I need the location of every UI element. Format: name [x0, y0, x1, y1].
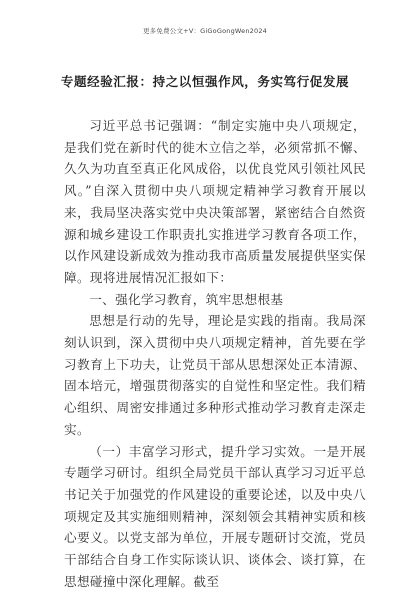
section-heading-1: 一、强化学习教育，筑牢思想根基	[89, 291, 284, 307]
paragraph-section-1-intro: 思想是行动的先导，理论是实践的指南。我局深刻认识到，深入贯彻中央八项规定精神，首先要在学习教育上下功夫，让党员干部从思想深处正本清源、固本培元，增强贯彻落实的自觉性和坚定性。我们精心组织、周密安排通过多种形式推动学习教育走深走实。	[64, 313, 366, 437]
header-note: 更多免费公文+V：GiGoGongWen2024	[142, 27, 267, 35]
document-title: 专题经验汇报：持之以恒强作风，务实笃行促发展	[60, 74, 350, 89]
paragraph-intro: 习近平总书记强调：“制定实施中央八项规定，是我们党在新时代的徙木立信之举，必须常抓不懈、久久为功直至真正化风成俗，以优良党风引领社风民风。”自深入贯彻中央八项规定精神学习教育开展以来，我局坚决落实党中央决策部署，紧密结合自然资源和城乡建设工作职责扎实推进学习教育各项工作，以作风建设新成效为推动我市高质量发展提供坚实保障。现将进展情况汇报如下：	[64, 118, 366, 285]
paragraph-subsection-1: （一）丰富学习形式，提升学习实效。一是开展专题学习研讨。组织全局党员干部认真学习习近平总书记关于加强党的作风建设的重要论述，以及中央八项规定及其实施细则精神，深刻领会其精神实质和核心要义。以党支部为单位，开展专题研讨交流，党员干部结合自身工作实际谈认识、谈体会、谈打算，在思想碰撞中深化理解。截至	[64, 443, 366, 589]
document-body	[64, 115, 366, 592]
